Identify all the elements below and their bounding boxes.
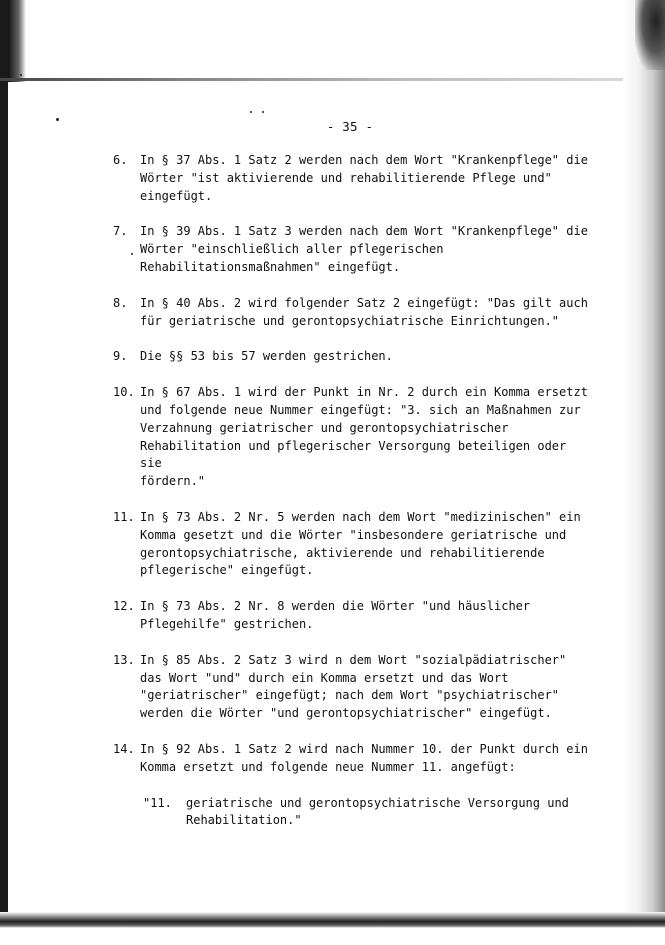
scan-left-edge (0, 0, 8, 945)
scan-bottom-edge (0, 912, 665, 928)
item-number: 8. (113, 295, 128, 310)
item-number: 10. (113, 385, 135, 400)
item-number: 14. (113, 741, 135, 756)
quote-number: "11. (143, 795, 172, 810)
item-text: In § 73 Abs. 2 Nr. 5 werden nach dem Wort "medizinischen" ein Komma gesetzt und die Wörter "insbesondere geriatrische und gerontopsychiatrische, aktivierende und rehabilitierende pflegerische" eingefügt. (140, 509, 581, 578)
list-item (113, 384, 593, 491)
list-item (113, 348, 593, 366)
list-item (113, 652, 593, 723)
item-text: In § 73 Abs. 2 Nr. 8 werden die Wörter "und häuslicher Pflegehilfe" gestrichen. (140, 599, 531, 631)
item-number: 12. (113, 599, 135, 614)
quoted-insertion (143, 795, 593, 831)
scan-right-edge (623, 0, 665, 945)
scan-top-edge (0, 78, 665, 81)
list-item (113, 598, 593, 634)
scan-right-blot (635, 0, 665, 70)
item-text: In § 92 Abs. 1 Satz 2 wird nach Nummer 10. der Punkt durch ein Komma ersetzt und folgende neue Nummer 11. angefügt: (140, 741, 588, 774)
item-number: 13. (113, 652, 135, 667)
item-text: In § 85 Abs. 2 Satz 3 wird n dem Wort "sozialpädiatrischer" das Wort "und" durch ein Komma ersetzt und das Wort "geriatrischer" eingefügt; nach dem Wort "psychiatrischer" werden die Wörter "und gerontopsychiatrischer" eingefügt. (140, 652, 567, 721)
item-text: In § 39 Abs. 1 Satz 3 werden nach dem Wort "Krankenpflege" die Wörter "einschließlich aller pflegerischen Rehabilitationsmaßnahmen" eingefügt. (140, 224, 588, 274)
list-item (113, 741, 593, 777)
scan-bottom-margin (0, 928, 665, 945)
item-number: 9. (113, 349, 128, 364)
scan-speck (262, 111, 264, 113)
document-body (113, 152, 593, 830)
list-item (113, 223, 593, 276)
scan-speck (20, 74, 22, 76)
scan-top-left-shadow (8, 0, 26, 82)
item-text: In § 67 Abs. 1 wird der Punkt in Nr. 2 durch ein Komma ersetzt und folgende neue Nummer eingefügt: "3. sich an Maßnahmen zur Verzahnung geriatrischer und gerontopsychiatrischer Rehabilitation und pflegerischer Versorgung beteiligen oder sie fördern." (140, 385, 588, 489)
page-number: - 35 - (326, 119, 374, 134)
item-text: Die §§ 53 bis 57 werden gestrichen. (140, 349, 393, 364)
list-item (113, 295, 593, 331)
item-number: 11. (113, 509, 135, 524)
list-item (113, 152, 593, 205)
item-number: 7. (113, 224, 128, 239)
item-text: In § 37 Abs. 1 Satz 2 werden nach dem Wort "Krankenpflege" die Wörter "ist aktivierende und rehabilitierende Pflege und" eingefügt. (140, 153, 588, 203)
item-text: In § 40 Abs. 2 wird folgender Satz 2 eingefügt: "Das gilt auch für geriatrische und gerontopsychiatrische Einrichtungen." (140, 295, 588, 328)
scan-speck (250, 111, 252, 113)
quote-text: geriatrische und gerontopsychiatrische Versorgung und Rehabilitation." (186, 795, 569, 828)
item-number: 6. (113, 153, 128, 167)
list-item (113, 509, 593, 580)
